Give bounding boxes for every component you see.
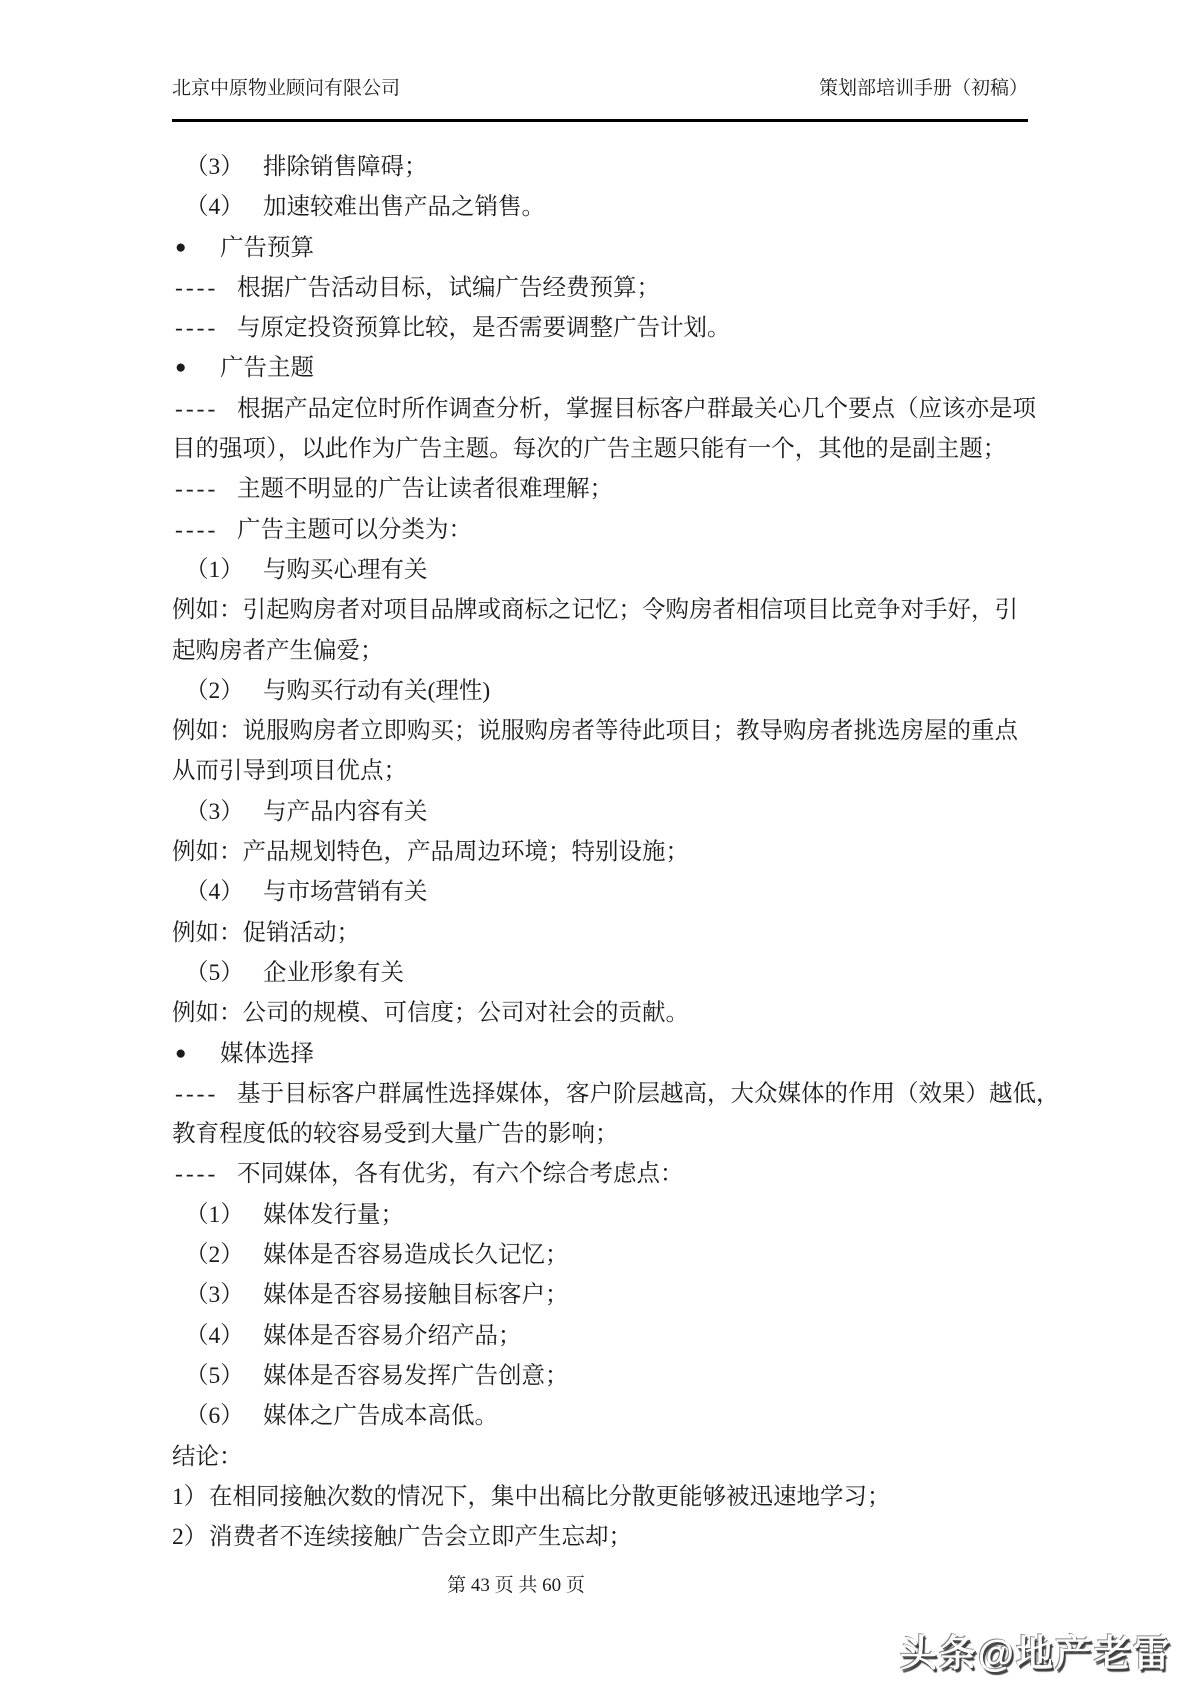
- page-header: [172, 74, 1028, 104]
- list-marker: 1）: [172, 1483, 208, 1510]
- line-text: 从而引导到项目优点；: [172, 758, 407, 785]
- list-marker: （3）: [185, 1282, 244, 1309]
- list-marker: （1）: [185, 556, 244, 583]
- text-line: [172, 872, 1052, 912]
- line-text: 例如：公司的规模、可信度；公司对社会的贡献。: [172, 1000, 689, 1027]
- text-line: [172, 147, 1052, 187]
- text-line: [172, 1517, 1052, 1557]
- text-line: [172, 429, 1052, 469]
- line-text: 与产品内容有关: [263, 798, 428, 825]
- text-line: [172, 1477, 1052, 1517]
- list-marker: （2）: [185, 1242, 244, 1269]
- text-line: [172, 1437, 1052, 1477]
- line-text: 媒体之广告成本高低。: [263, 1403, 498, 1430]
- text-line: [172, 228, 1052, 268]
- text-line: [172, 1195, 1052, 1235]
- line-text: 不同媒体，各有优劣，有六个综合考虑点：: [237, 1161, 684, 1188]
- bullet-icon: ●: [175, 357, 187, 379]
- line-text: 根据广告活动目标，试编广告经费预算；: [237, 274, 660, 301]
- list-marker: （4）: [185, 1322, 244, 1349]
- text-line: [172, 469, 1052, 509]
- text-line: [172, 389, 1052, 429]
- text-line: [172, 1235, 1052, 1275]
- line-text: 消费者不连续接触广告会立即产生忘却；: [209, 1524, 632, 1551]
- text-line: [172, 1356, 1052, 1396]
- text-line: [172, 711, 1052, 751]
- line-text: 广告预算: [220, 234, 314, 261]
- line-text: 媒体是否容易介绍产品；: [263, 1322, 522, 1349]
- bullet-icon: ●: [175, 236, 187, 258]
- list-marker: （2）: [185, 677, 244, 704]
- text-line: [172, 550, 1052, 590]
- text-line: [172, 1275, 1052, 1315]
- text-line: [172, 268, 1052, 308]
- page-number-footer: 第 43 页 共 60 页: [447, 1575, 585, 1596]
- list-marker: （4）: [185, 194, 244, 221]
- line-text: 媒体选择: [220, 1040, 314, 1067]
- list-marker: （5）: [185, 959, 244, 986]
- line-text: 主题不明显的广告让读者很难理解；: [237, 476, 613, 503]
- line-text: 例如：说服购房者立即购买；说服购房者等待此项目；教导购房者挑选房屋的重点: [172, 718, 1018, 745]
- line-text: 媒体发行量；: [263, 1201, 404, 1228]
- line-text: 广告主题: [220, 355, 314, 382]
- list-marker: ----: [175, 476, 219, 503]
- line-text: 与购买行动有关(理性): [263, 677, 491, 704]
- line-text: 与原定投资预算比较，是否需要调整广告计划。: [237, 315, 731, 342]
- line-text: 媒体是否容易发挥广告创意；: [263, 1362, 569, 1389]
- text-line: [172, 832, 1052, 872]
- text-line: [172, 308, 1052, 348]
- list-marker: ----: [175, 516, 219, 543]
- header-doc-title: 策划部培训手册（初稿）: [818, 78, 1028, 99]
- text-line: [172, 631, 1052, 671]
- text-line: [172, 993, 1052, 1033]
- line-text: 广告主题可以分类为：: [237, 516, 472, 543]
- line-text: 媒体是否容易造成长久记忆；: [263, 1242, 569, 1269]
- line-text: 与市场营销有关: [263, 879, 428, 906]
- list-marker: （5）: [185, 1362, 244, 1389]
- line-text: 排除销售障碍；: [263, 154, 428, 180]
- text-line: [172, 1396, 1052, 1436]
- line-text: 目的强项），以此作为广告主题。每次的广告主题只能有一个，其他的是副主题；: [172, 436, 1007, 463]
- bullet-icon: ●: [175, 1042, 187, 1064]
- line-text: 与购买心理有关: [263, 556, 428, 583]
- text-line: [172, 751, 1052, 791]
- list-marker: ----: [175, 1161, 219, 1188]
- line-text: 例如：引起购房者对项目品牌或商标之记忆；令购房者相信项目比竞争对手好，引: [172, 597, 1018, 624]
- list-marker: ----: [175, 395, 219, 422]
- list-marker: （3）: [185, 154, 244, 180]
- line-text: 在相同接触次数的情况下，集中出稿比分散更能够被迅速地学习；: [209, 1483, 891, 1510]
- list-marker: （4）: [185, 879, 244, 906]
- document-body: [172, 147, 1060, 1557]
- list-marker: ----: [175, 315, 219, 342]
- text-line: [172, 671, 1052, 711]
- line-text: 基于目标客户群属性选择媒体，客户阶层越高，大众媒体的作用（效果）越低，: [237, 1080, 1060, 1107]
- text-line: [172, 953, 1052, 993]
- text-line: [172, 590, 1052, 630]
- line-text: 企业形象有关: [263, 959, 404, 986]
- list-marker: 2）: [172, 1524, 208, 1551]
- text-line: [172, 792, 1052, 832]
- list-marker: ----: [175, 1080, 219, 1107]
- watermark: 头条@地产老雷: [899, 1633, 1172, 1674]
- line-text: 起购房者产生偏爱；: [172, 637, 384, 664]
- text-line: [172, 1316, 1052, 1356]
- list-marker: （1）: [185, 1201, 244, 1228]
- text-line: [172, 913, 1052, 953]
- list-marker: ----: [175, 274, 219, 301]
- text-line: [172, 1114, 1052, 1154]
- text-line: [172, 1154, 1052, 1194]
- text-line: [172, 348, 1052, 388]
- line-text: 例如：促销活动；: [172, 919, 360, 946]
- list-marker: （6）: [185, 1403, 244, 1430]
- text-line: [172, 510, 1052, 550]
- text-line: [172, 1074, 1060, 1114]
- header-company: 北京中原物业顾问有限公司: [172, 78, 401, 99]
- line-text: 例如：产品规划特色，产品周边环境；特别设施；: [172, 839, 689, 866]
- header-rule: [172, 119, 1028, 122]
- line-text: 结论：: [172, 1443, 243, 1470]
- text-line: [172, 187, 1052, 227]
- list-marker: （3）: [185, 798, 244, 825]
- line-text: 教育程度低的较容易受到大量广告的影响；: [172, 1121, 619, 1148]
- line-text: 媒体是否容易接触目标客户；: [263, 1282, 569, 1309]
- text-line: [172, 1034, 1052, 1074]
- line-text: 加速较难出售产品之销售。: [263, 194, 545, 221]
- line-text: 根据产品定位时所作调查分析，掌握目标客户群最关心几个要点（应该亦是项: [237, 395, 1036, 422]
